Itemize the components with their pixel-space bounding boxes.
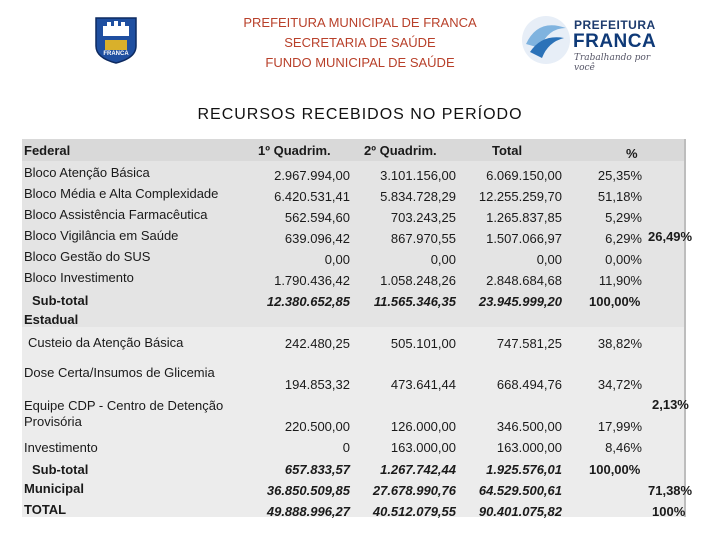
row-pct: 8,46%: [605, 440, 642, 455]
grand-total-q1: 49.888.996,27: [266, 504, 350, 519]
row-pct: 25,35%: [597, 168, 642, 183]
row-total: 12.255.259,70: [478, 189, 562, 204]
row-pct: 11,90%: [598, 273, 642, 288]
subtotal-label: Sub-total: [32, 293, 89, 308]
row-q1: 1.790.436,42: [274, 273, 350, 288]
row-total: 747.581,25: [496, 336, 562, 351]
col-total-header: Total: [492, 143, 523, 158]
grand-total-total: 90.401.075,82: [478, 504, 562, 519]
row-pct: 34,72%: [597, 377, 642, 392]
col-q2-header: 2º Quadrim.: [364, 143, 437, 158]
row-q2: 3.101.156,00: [380, 168, 456, 183]
crest-text: FRANCA: [103, 51, 129, 57]
page-title: RECURSOS RECEBIDOS NO PERÍODO: [197, 106, 523, 123]
row-q1: 639.096,42: [284, 231, 350, 246]
subtotal-total: 1.925.576,01: [486, 462, 562, 477]
row-q1: 0: [342, 440, 350, 455]
row-label: Bloco Média e Alta Complexidade: [24, 186, 219, 201]
row-pct: 6,29%: [605, 231, 642, 246]
row-q1: 194.853,32: [284, 377, 350, 392]
subtotal-q2: 1.267.742,44: [380, 462, 456, 477]
row-label: Dose Certa/Insumos de Glicemia: [24, 365, 215, 380]
col-q1-header: 1º Quadrim.: [258, 143, 331, 158]
logo-name-text: FRANCA: [573, 31, 657, 52]
municipal-label: Municipal: [24, 481, 84, 496]
subtotal-q1: 657.833,57: [284, 462, 350, 477]
federal-header-band: [22, 139, 686, 161]
row-q2: 0,00: [430, 252, 456, 267]
row-total: 346.500,00: [496, 419, 562, 434]
logo-top-text: PREFEITURA: [574, 18, 656, 32]
row-total: 2.848.684,68: [486, 273, 562, 288]
row-pct: 17,99%: [597, 419, 642, 434]
row-label: Bloco Atenção Básica: [24, 165, 150, 180]
subtotal-q1: 12.380.652,85: [266, 294, 350, 309]
table-right-edge: [684, 139, 686, 517]
row-pct: 38,82%: [597, 336, 642, 351]
grand-total-share: 100%: [652, 504, 686, 519]
row-q2: 505.101,00: [390, 336, 456, 351]
row-q1: 562.594,60: [284, 210, 350, 225]
row-total: 668.494,76: [496, 377, 562, 392]
col-pct-header: %: [626, 146, 638, 161]
header-line-2: SECRETARIA DE SAÚDE: [284, 35, 436, 50]
grand-total-q2: 40.512.079,55: [372, 504, 456, 519]
row-q1: 6.420.531,41: [274, 189, 350, 204]
municipal-q1: 36.850.509,85: [266, 483, 350, 498]
row-q2: 126.000,00: [390, 419, 456, 434]
row-q2: 867.970,55: [390, 231, 456, 246]
row-q2: 703.243,25: [390, 210, 456, 225]
row-label: Equipe CDP - Centro de Detenção Provisória: [24, 398, 224, 429]
row-q2: 5.834.728,29: [380, 189, 456, 204]
row-label: Bloco Gestão do SUS: [24, 249, 151, 264]
municipal-total: 64.529.500,61: [478, 483, 562, 498]
row-label: Bloco Assistência Farmacêutica: [24, 207, 208, 222]
row-total: 1.265.837,85: [486, 210, 562, 225]
header-line-3: FUNDO MUNICIPAL DE SAÚDE: [265, 55, 455, 70]
subtotal-label: Sub-total: [32, 462, 89, 477]
row-total: 0,00: [536, 252, 562, 267]
row-q2: 1.058.248,26: [380, 273, 456, 288]
prefeitura-logo: [518, 14, 668, 73]
row-label: Bloco Investimento: [24, 270, 134, 285]
row-label: Custeio da Atenção Básica: [28, 335, 184, 350]
row-q1: 220.500,00: [284, 419, 350, 434]
row-q1: 242.480,25: [284, 336, 350, 351]
estadual-share: 2,13%: [652, 397, 689, 412]
row-total: 163.000,00: [496, 440, 562, 455]
grand-total-label: TOTAL: [24, 502, 67, 517]
row-q2: 473.641,44: [390, 377, 456, 392]
federal-share: 26,49%: [648, 229, 693, 244]
row-label: Investimento: [24, 440, 98, 455]
row-pct: 5,29%: [605, 210, 642, 225]
row-pct: 0,00%: [605, 252, 642, 267]
municipal-q2: 27.678.990,76: [372, 483, 456, 498]
row-label: Bloco Vigilância em Saúde: [24, 228, 179, 243]
row-total: 6.069.150,00: [486, 168, 562, 183]
col-section-label: Federal: [24, 143, 71, 158]
row-q1: 2.967.994,00: [274, 168, 350, 183]
row-q2: 163.000,00: [390, 440, 456, 455]
row-pct: 51,18%: [597, 189, 642, 204]
header-line-1: PREFEITURA MUNICIPAL DE FRANCA: [243, 15, 477, 30]
subtotal-q2: 11.565.346,35: [373, 294, 456, 309]
estadual-section-label: Estadual: [24, 312, 79, 327]
logo-tagline: Trabalhando por você: [574, 53, 651, 73]
row-q1: 0,00: [324, 252, 350, 267]
subtotal-pct: 100,00%: [589, 294, 641, 309]
subtotal-total: 23.945.999,20: [478, 294, 562, 309]
row-total: 1.507.066,97: [486, 231, 562, 246]
subtotal-pct: 100,00%: [589, 462, 641, 477]
municipal-share: 71,38%: [648, 483, 693, 498]
